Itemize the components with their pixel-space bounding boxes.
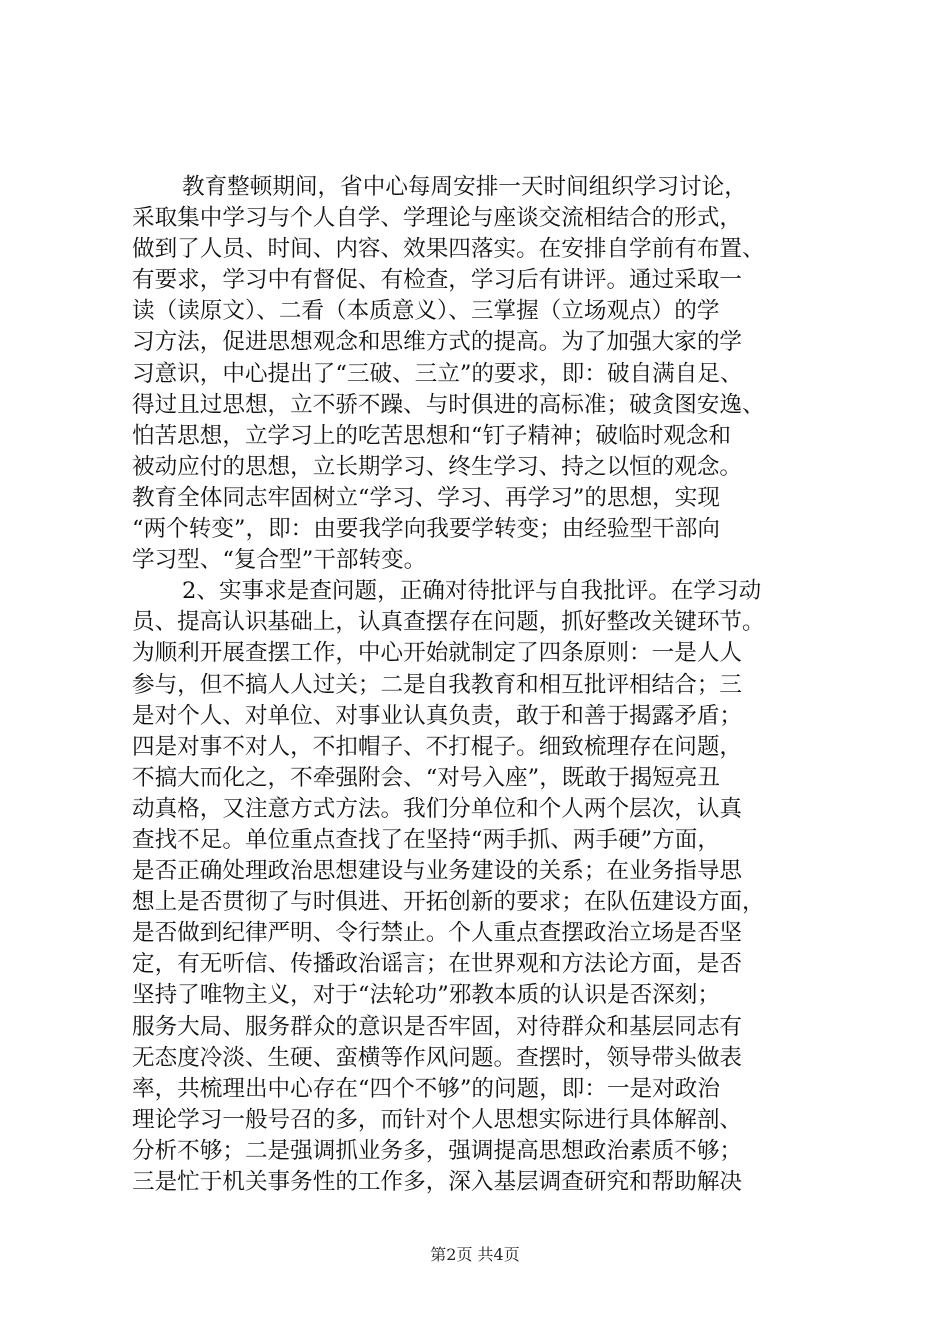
text-line: 四是对事不对人，不扣帽子、不打棍子。细致梳理存在问题， [132,733,743,760]
body-text [132,172,824,1198]
text-line: “两个转变”，即：由要我学向我要学转变；由经验型干部向 [132,516,720,543]
text-line: 想上是否贯彻了与时俱进、开拓创新的要求；在队伍建设方面， [132,889,765,916]
text-line: 做到了人员、时间、内容、效果四落实。在安排自学前有布置、 [132,236,765,263]
text-line: 是否正确处理政治思想建设与业务建设的关系；在业务指导思 [132,858,743,885]
text-line: 坚持了唯物主义，对于“法轮功”邪教本质的认识是否深刻； [132,982,720,1009]
text-line: 是对个人、对单位、对事业认真负责，敢于和善于揭露矛盾； [132,702,743,729]
text-line: 习意识，中心提出了“三破、三立”的要求，即：破自满自足、 [132,360,743,387]
text-line: 不搞大而化之，不牵强附会、“对号入座”，既敢于揭短亮丑 [132,764,720,791]
text-line: 读（读原文）、二看（本质意义）、三掌握（立场观点）的学 [132,298,720,325]
text-line: 教育整顿期间，省中心每周安排一天时间组织学习讨论， [182,174,747,200]
text-line: 三是忙于机关事务性的工作多，深入基层调查研究和帮助解决 [132,1169,743,1195]
text-line: 定，有无听信、传播政治谣言；在世界观和方法论方面，是否 [132,951,743,978]
text-line: 率，共梳理出中心存在“四个不够”的问题，即：一是对政治 [132,1075,720,1102]
text-line: 理论学习一般号召的多，而针对个人思想实际进行具体解剖、 [132,1106,743,1133]
text-line: 习方法，促进思想观念和思维方式的提高。为了加强大家的学 [132,329,743,356]
text-line: 得过且过思想，立不骄不躁、与时俱进的高标准；破贪图安逸、 [132,391,765,418]
text-line: 查找不足。单位重点查找了在坚持“两手抓、两手硬”方面， [132,826,720,853]
page-number: 第2页 共4页 [430,1245,520,1264]
text-line: 无态度冷淡、生硬、蛮横等作风问题。查摆时，领导带头做表 [132,1044,743,1071]
text-line: 动真格，又注意方式方法。我们分单位和个人两个层次，认真 [132,795,743,822]
text-line: 分析不够；二是强调抓业务多，强调提高思想政治素质不够； [132,1137,743,1164]
text-line: 采取集中学习与个人自学、学理论与座谈交流相结合的形式， [132,205,743,232]
text-line: 服务大局、服务群众的意识是否牢固，对待群众和基层同志有 [132,1013,743,1040]
text-line: 2、实事求是查问题，正确对待批评与自我批评。在学习动 [182,578,762,605]
text-line: 参与，但不搞人人过关；二是自我教育和相互批评相结合；三 [132,671,743,698]
text-line: 被动应付的思想，立长期学习、终生学习、持之以恒的观念。 [132,453,743,480]
text-line: 怕苦思想，立学习上的吃苦思想和“钉子精神；破临时观念和 [132,422,731,449]
text-line: 员、提高认识基础上，认真查摆存在问题，抓好整改关键环节。 [132,609,765,636]
text-line: 学习型、“复合型”干部转变。 [132,547,427,574]
text-line: 有要求，学习中有督促、有检查，学习后有讲评。通过采取一 [132,267,743,294]
text-line: 教育全体同志牢固树立“学习、学习、再学习”的思想，实现 [132,484,720,511]
text-line: 为顺利开展查摆工作，中心开始就制定了四条原则：一是人人 [132,640,743,667]
text-line: 是否做到纪律严明、令行禁止。个人重点查摆政治立场是否坚 [132,920,743,947]
